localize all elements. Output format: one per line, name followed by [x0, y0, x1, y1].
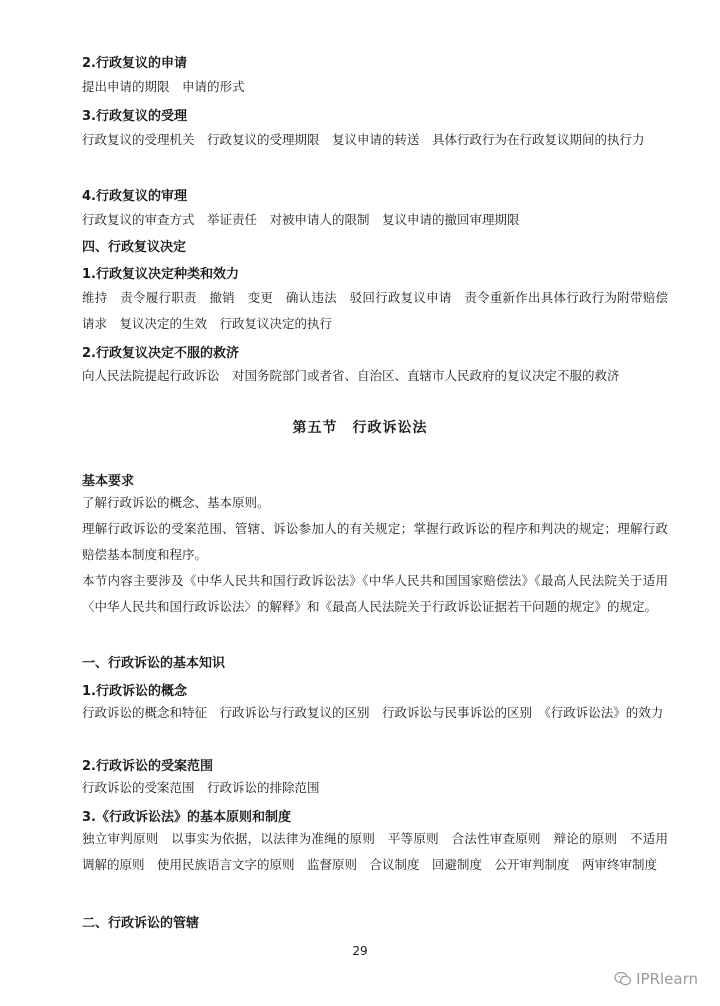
heading-k3: 3.《行政诉讼法》的基本原则和制度	[82, 810, 291, 825]
wechat-icon	[614, 971, 632, 987]
text-d2: 向人民法院提起行政诉讼 对国务院部门或者省、自治区、直辖市人民政府的复议决定不服的救济	[82, 368, 620, 383]
section-title: 第五节 行政诉讼法	[292, 420, 428, 436]
heading-part4: 四、行政复议决定	[82, 240, 187, 255]
heading-d2: 2.行政复议决定不服的救济	[82, 346, 239, 361]
heading-part2: 二、行政诉讼的管辖	[82, 916, 200, 931]
text-s2: 提出申请的期限 申请的形式	[82, 79, 245, 94]
heading-requirements: 基本要求	[82, 474, 135, 489]
text-s3: 行政复议的受理机关 行政复议的受理期限 复议申请的转送 具体行政行为在行政复议期间的执行力	[82, 132, 645, 147]
heading-k2: 2.行政诉讼的受案范围	[82, 759, 213, 774]
text-req-1: 了解行政诉讼的概念、基本原则。	[82, 495, 270, 510]
text-k2: 行政诉讼的受案范围 行政诉讼的排除范围	[82, 780, 320, 795]
watermark	[614, 970, 698, 988]
text-k3: 独立审判原则 以事实为依据，以法律为准绳的原则 平等原则 合法性审查原则 辩论的原则 不适用调解的原则 使用民族语言文字的原则 监督原则 合议制度 回避制度 公开审判制度 两审终审制度	[82, 831, 668, 872]
text-req-2: 理解行政诉讼的受案范围、管辖、诉讼参加人的有关规定；掌握行政诉讼的程序和判决的规定；理解行政赔偿基本制度和程序。	[82, 521, 668, 562]
text-s4: 行政复议的审查方式 举证责任 对被申请人的限制 复议申请的撤回审理期限	[82, 212, 520, 227]
heading-s2: 2.行政复议的申请	[82, 56, 187, 71]
watermark-text: IPRlearn	[636, 970, 698, 988]
text-k1: 行政诉讼的概念和特征 行政诉讼与行政复议的区别 行政诉讼与民事诉讼的区别 《行政诉讼法》的效力	[82, 705, 664, 720]
text-req-3: 本节内容主要涉及《中华人民共和国行政诉讼法》《中华人民共和国国家赔偿法》《最高人民法院关于适用〈中华人民共和国行政诉讼法〉的解释》和《最高人民法院关于行政诉讼证据若干问题的规定》的规定。	[82, 573, 668, 614]
heading-part1: 一、行政诉讼的基本知识	[82, 656, 226, 671]
heading-k1: 1.行政诉讼的概念	[82, 684, 187, 699]
heading-s3: 3.行政复议的受理	[82, 109, 187, 124]
heading-s4: 4.行政复议的审理	[82, 189, 187, 204]
text-d1: 维持 责令履行职责 撤销 变更 确认违法 驳回行政复议申请 责令重新作出具体行政行为附带赔偿请求 复议决定的生效 行政复议决定的执行	[82, 290, 668, 331]
heading-d1: 1.行政复议决定种类和效力	[82, 267, 239, 282]
page-number: 29	[352, 944, 368, 958]
